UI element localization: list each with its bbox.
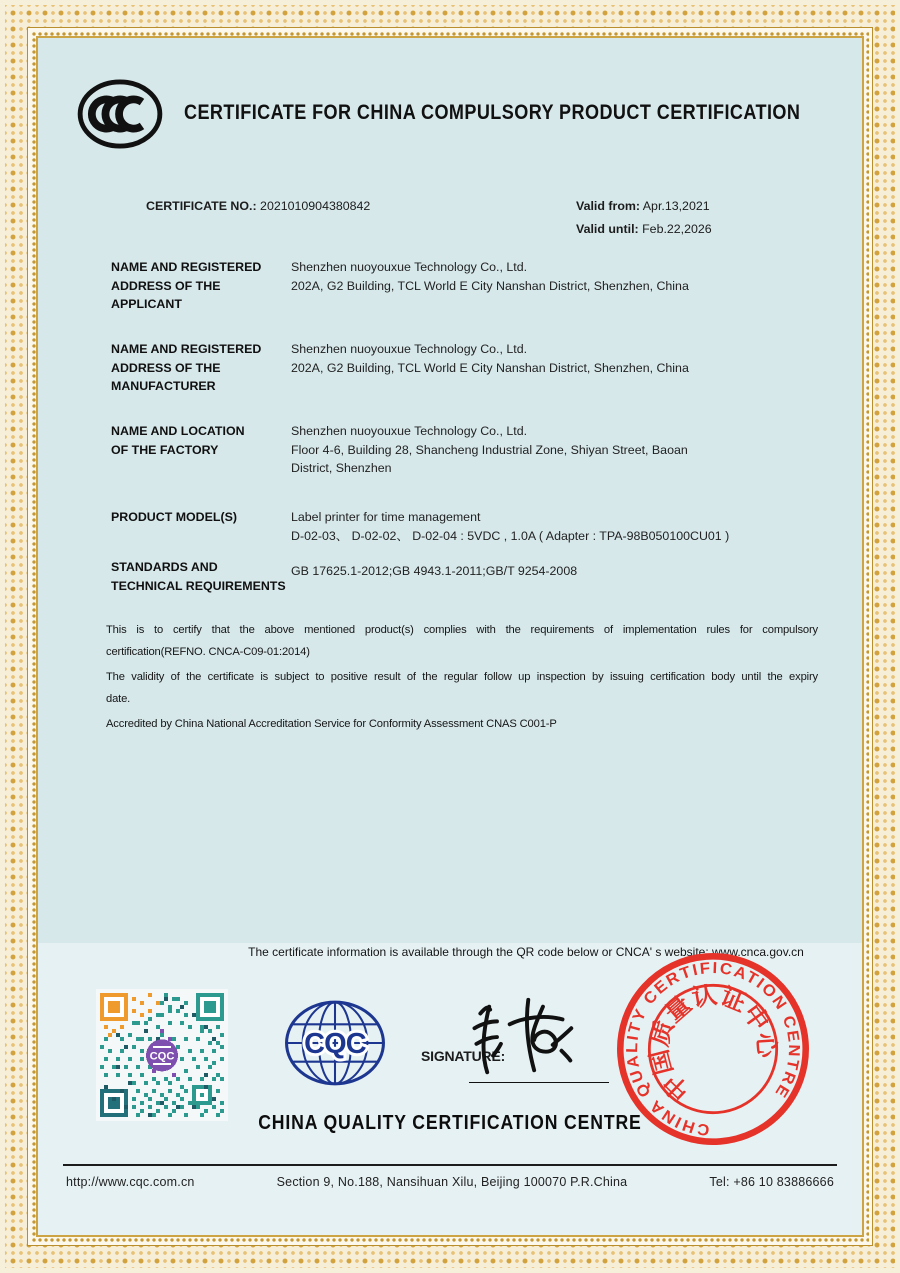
signature-line xyxy=(469,1082,609,1083)
standards-value: GB 17625.1-2012;GB 4943.1-2011;GB/T 9254-2008 xyxy=(291,564,578,578)
signature-label: SIGNATURE: xyxy=(421,1048,506,1064)
manufacturer-value: Shenzhen nuoyouxue Technology Co., Ltd. 202A, G2 Building, TCL World E City Nanshan District, Shenzhen, China xyxy=(291,342,689,375)
certificate-number: CERTIFICATE NO.: 2021010904380842 xyxy=(146,199,371,213)
footer-divider xyxy=(63,1164,837,1166)
section-product-models xyxy=(111,508,841,545)
ornate-gold-border xyxy=(5,5,895,1268)
applicant-value: Shenzhen nuoyouxue Technology Co., Ltd. 202A, G2 Building, TCL World E City Nanshan District, Shenzhen, China xyxy=(291,260,689,293)
org-name: CHINA QUALITY CERTIFICATION CENTRE xyxy=(258,1111,642,1134)
qr-code xyxy=(96,989,228,1121)
section-applicant xyxy=(111,258,841,314)
ccc-mark-icon xyxy=(77,79,163,149)
footer xyxy=(38,1175,862,1189)
section-manufacturer xyxy=(111,340,841,396)
standards-label: STANDARDS AND TECHNICAL REQUIREMENTS xyxy=(111,560,286,593)
stamp-center-text: 中国质量认证中心 xyxy=(646,981,780,1106)
applicant-label: NAME AND REGISTERED ADDRESS OF THE APPLICANT xyxy=(111,260,262,311)
valid-until: Valid until: Feb.22,2026 xyxy=(576,222,712,236)
product-models-label: PRODUCT MODEL(S) xyxy=(111,510,237,524)
beaded-border-line xyxy=(31,31,869,1242)
footer-website: http://www.cqc.com.cn xyxy=(66,1175,195,1189)
factory-label: NAME AND LOCATION OF THE FACTORY xyxy=(111,424,245,457)
cqc-globe-logo xyxy=(284,998,386,1088)
qr-badge-text: CQC xyxy=(149,1050,175,1063)
section-factory xyxy=(111,422,841,478)
statement-accreditation: Accredited by China National Accreditation Service for Conformity Assessment CNAS C001-P xyxy=(106,717,557,730)
certificate-title: CERTIFICATE FOR CHINA COMPULSORY PRODUCT CERTIFICATION xyxy=(184,100,801,124)
manufacturer-label: NAME AND REGISTERED ADDRESS OF THE MANUFACTURER xyxy=(111,342,262,393)
product-models-value: Label printer for time management D-02-03、 D-02-02、 D-02-04 : 5VDC , 1.0A ( Adapter : TPA-98B050100CU01 ) xyxy=(291,510,730,543)
footer-tel: Tel: +86 10 83886666 xyxy=(709,1175,834,1189)
statement-validity: The validity of the certificate is subject to positive result of the regular follow up inspection by issuing certification body until the expiry date. xyxy=(106,670,818,706)
certification-statements xyxy=(106,619,818,737)
section-standards xyxy=(111,558,841,595)
qr-info-note: The certificate information is available through the QR code below or CNCA' s website: www.cnca.gov.cn xyxy=(248,945,804,959)
valid-from: Valid from: Apr.13,2021 xyxy=(576,199,710,213)
stamp-ring-text: CHINA QUALITY CERTIFICATION CENTRE xyxy=(624,959,803,1138)
footer-address: Section 9, No.188, Nansihuan Xilu, Beijing 100070 P.R.China xyxy=(276,1175,628,1189)
factory-value: Shenzhen nuoyouxue Technology Co., Ltd. Floor 4-6, Building 28, Shancheng Industrial Zone, Shiyan Street, Baoan District, Shenzhen xyxy=(291,424,688,475)
cqc-logo-text: CQC xyxy=(304,1028,366,1061)
statement-compliance: This is to certify that the above mentioned product(s) complies with the requirements of implementation rules for compulsory certification(REFNO. CNCA-C09-01:2014) xyxy=(106,624,818,659)
certificate-body xyxy=(38,38,862,1235)
